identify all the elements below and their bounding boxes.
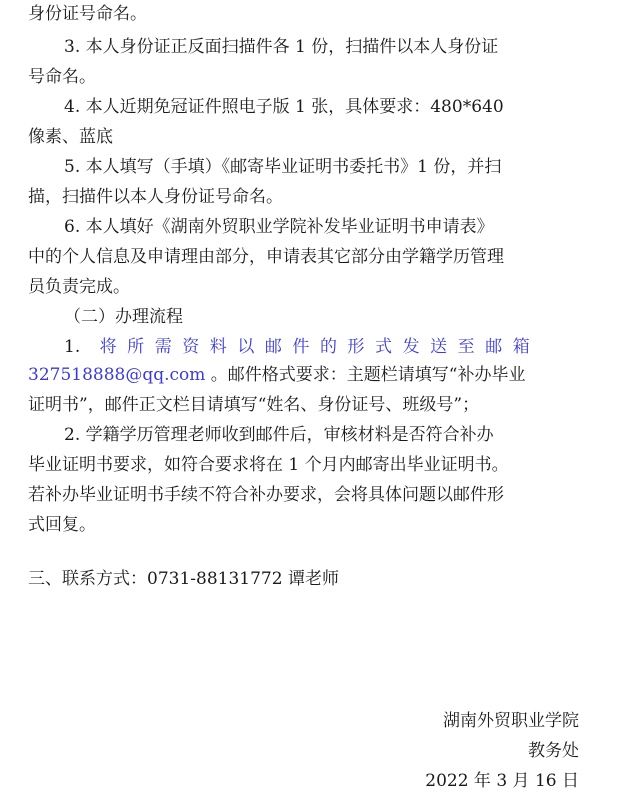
text-line: 像素、蓝底 (28, 127, 113, 147)
text-line: 证明书”，邮件正文栏目请填写“姓名、身份证号、班级号”； (28, 395, 480, 415)
email-link[interactable]: 327518888@qq.com (28, 365, 206, 385)
email-instruction-link[interactable]: 将所需资料以邮件的形式发送至邮箱 (99, 337, 541, 357)
list-item-3: 3. 本人身份证正反面扫描件各 1 份，扫描件以本人身份证 (64, 37, 499, 57)
item-number: 1. (64, 337, 81, 357)
signature-date: 2022 年 3 月 16 日 (425, 771, 579, 791)
list-item-4: 4. 本人近期免冠证件照电子版 1 张，具体要求：480*640 (64, 97, 504, 117)
list-item-5: 5. 本人填写（手填）《邮寄毕业证明书委托书》1 份，并扫 (64, 157, 502, 177)
text-line: 员负责完成。 (28, 277, 130, 297)
section-heading: （二）办理流程 (64, 307, 183, 327)
text-line: 式回复。 (28, 515, 96, 535)
text-line: 身份证号命名。 (28, 4, 147, 24)
signature-dept: 教务处 (528, 741, 579, 761)
contact-info: 三、联系方式：0731-88131772 谭老师 (28, 569, 339, 589)
email-format-text: 。邮件格式要求：主题栏请填写“补办毕业 (205, 365, 526, 385)
text-line: 毕业证明书要求，如符合要求将在 1 个月内邮寄出毕业证明书。 (28, 455, 509, 475)
list-item-6: 6. 本人填好《湖南外贸职业学院补发毕业证明书申请表》 (64, 217, 494, 237)
text-line: 若补办毕业证明书手续不符合补办要求，会将具体问题以邮件形 (28, 485, 504, 505)
list-item-2: 2. 学籍学历管理老师收到邮件后，审核材料是否符合补办 (64, 425, 494, 445)
signature-org: 湖南外贸职业学院 (443, 711, 579, 731)
text-line (28, 361, 588, 389)
text-line: 中的个人信息及申请理由部分，申请表其它部分由学籍学历管理 (28, 247, 504, 267)
list-item-1 (64, 333, 617, 361)
text-line: 号命名。 (28, 67, 96, 87)
text-line: 描，扫描件以本人身份证号命名。 (28, 187, 283, 207)
